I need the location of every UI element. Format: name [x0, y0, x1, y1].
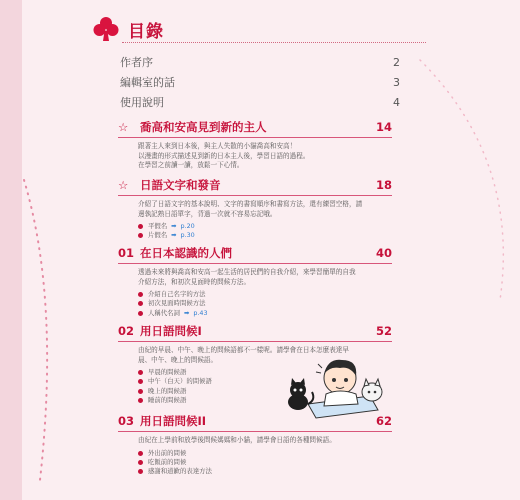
section-title: 用日語問候I — [140, 324, 202, 338]
description-line: 跟著主人來到日本後，與主人失散的小貓喬高和安高！ — [138, 142, 297, 150]
section-rule — [118, 195, 392, 196]
section-title: 喬高和安高見到新的主人 — [140, 120, 267, 134]
front-matter-item[interactable] — [120, 72, 400, 92]
section-description — [118, 200, 392, 219]
list-item[interactable] — [138, 458, 392, 467]
front-matter-item[interactable] — [120, 52, 400, 72]
bullet-text: 初次見面時問候方法 — [148, 299, 206, 308]
title-rule — [122, 42, 426, 43]
bullet-text: 睡前的問候語 — [148, 395, 187, 404]
list-item[interactable] — [138, 449, 392, 458]
front-matter-page: 3 — [393, 75, 400, 89]
list-item[interactable] — [138, 309, 392, 318]
bullet-dot-icon — [138, 233, 143, 238]
arrow-right-icon: ➡ — [171, 231, 177, 240]
section-page: 14 — [375, 120, 392, 134]
bullet-dot-icon — [138, 379, 143, 384]
section-heading[interactable] — [118, 322, 392, 340]
section-page: 40 — [375, 246, 392, 260]
section-bullets — [118, 222, 392, 241]
section-heading[interactable] — [118, 118, 392, 136]
bullet-text: 中午（白天）的問候語 — [148, 377, 212, 386]
section-heading[interactable] — [118, 176, 392, 194]
list-item[interactable] — [138, 231, 392, 240]
toc-section — [118, 176, 392, 241]
page-ref-link[interactable]: p.30 — [180, 231, 195, 240]
bullet-dot-icon — [138, 224, 143, 229]
bullet-dot-icon — [138, 370, 143, 375]
description-line: 由紀的早晨、中午、晚上的問候語都不一樣呢。請學會在日本怎麼表達早 — [138, 346, 349, 354]
list-item[interactable] — [138, 299, 392, 308]
section-bullets — [118, 290, 392, 318]
section-number: 03 — [118, 414, 135, 428]
section-description — [118, 142, 392, 171]
front-matter-page: 2 — [393, 55, 400, 69]
bullet-text: 平假名 — [148, 222, 168, 230]
bullet-dot-icon — [138, 451, 143, 456]
description-line: 在學習之前讀一讀，放鬆一下心情。 — [138, 161, 244, 169]
bullet-dot-icon — [138, 311, 143, 316]
bullet-text: 人稱代名詞 — [148, 308, 180, 317]
bullet-text: 早晨的問候語 — [148, 368, 187, 376]
front-matter-label: 作者序 — [120, 56, 153, 69]
section-title: 在日本認識的人們 — [140, 246, 232, 260]
bullet-text: 晚上的問候語 — [148, 386, 187, 395]
section-number: 01 — [118, 246, 135, 260]
section-rule — [118, 137, 392, 138]
list-item[interactable] — [138, 290, 392, 299]
bullet-text: 吃飯前的問候 — [148, 457, 187, 466]
front-matter-list — [120, 52, 400, 112]
description-line: 以漫畫的形式描述見到新的日本主人後，學習日語的過程。 — [138, 151, 310, 160]
left-margin-band — [0, 0, 22, 500]
bullet-dot-icon — [138, 389, 143, 394]
section-rule — [118, 431, 392, 432]
section-description — [118, 268, 392, 287]
description-line: 由紀在上學前和放學後問候媽媽和小貓，請學會日語的各種問候語。 — [138, 436, 336, 444]
description-line: 介紹了日語文字的基本說明、文字的書寫順序和書寫方法，還有練習空格，請 — [138, 200, 363, 208]
section-bullets — [118, 449, 392, 477]
front-matter-item[interactable] — [120, 92, 400, 112]
arrow-right-icon: ➡ — [183, 308, 190, 317]
toc-section — [118, 118, 392, 171]
section-rule — [118, 341, 392, 342]
description-line: 晨、中午、晚上的問候語。 — [138, 355, 218, 364]
section-title: 用日語問候II — [140, 414, 207, 428]
bullet-text: 感謝和道歉的表達方法 — [148, 467, 212, 476]
page-title: 目錄 — [128, 21, 164, 42]
section-heading[interactable] — [118, 244, 392, 262]
bullet-text: 介紹自己名字的方法 — [148, 290, 206, 298]
toc-section — [118, 244, 392, 318]
section-description — [118, 436, 392, 446]
list-item[interactable] — [138, 222, 392, 231]
description-line: 介紹方法，和初次見面時的問候方法。 — [138, 277, 251, 286]
bullet-text: 外出前的問候 — [148, 448, 187, 457]
page-ref-link[interactable]: p.20 — [180, 222, 195, 230]
bullet-dot-icon — [138, 301, 143, 306]
front-matter-label: 編輯室的話 — [120, 76, 175, 89]
cartoon-illustration — [278, 352, 388, 422]
bullet-dot-icon — [138, 292, 143, 297]
list-item[interactable] — [138, 467, 392, 476]
bullet-dot-icon — [138, 469, 143, 474]
bullet-dot-icon — [138, 460, 143, 465]
section-page: 52 — [375, 324, 392, 338]
arrow-right-icon: ➡ — [171, 222, 177, 230]
star-icon: ☆ — [118, 178, 129, 192]
section-page: 18 — [375, 178, 392, 192]
bullet-dot-icon — [138, 398, 143, 403]
front-matter-label: 使用說明 — [120, 96, 164, 109]
section-number: 02 — [118, 324, 135, 338]
front-matter-page: 4 — [393, 95, 400, 109]
toc-header — [92, 14, 164, 44]
club-suit-icon — [92, 15, 120, 43]
description-line: 透過未來將與喬高和安高一起生活的居民們的自我介紹，來學習簡單的自我 — [138, 268, 356, 276]
section-title: 日語文字和發音 — [140, 178, 221, 192]
section-rule — [118, 263, 392, 264]
page-ref-link[interactable]: p.43 — [193, 308, 208, 317]
star-icon: ☆ — [118, 120, 129, 134]
description-line: 邊執記熟日語單字，背過一次就不容易忘記哦。 — [138, 209, 277, 218]
bullet-text: 片假名 — [148, 231, 168, 240]
section-page: 62 — [375, 414, 392, 428]
